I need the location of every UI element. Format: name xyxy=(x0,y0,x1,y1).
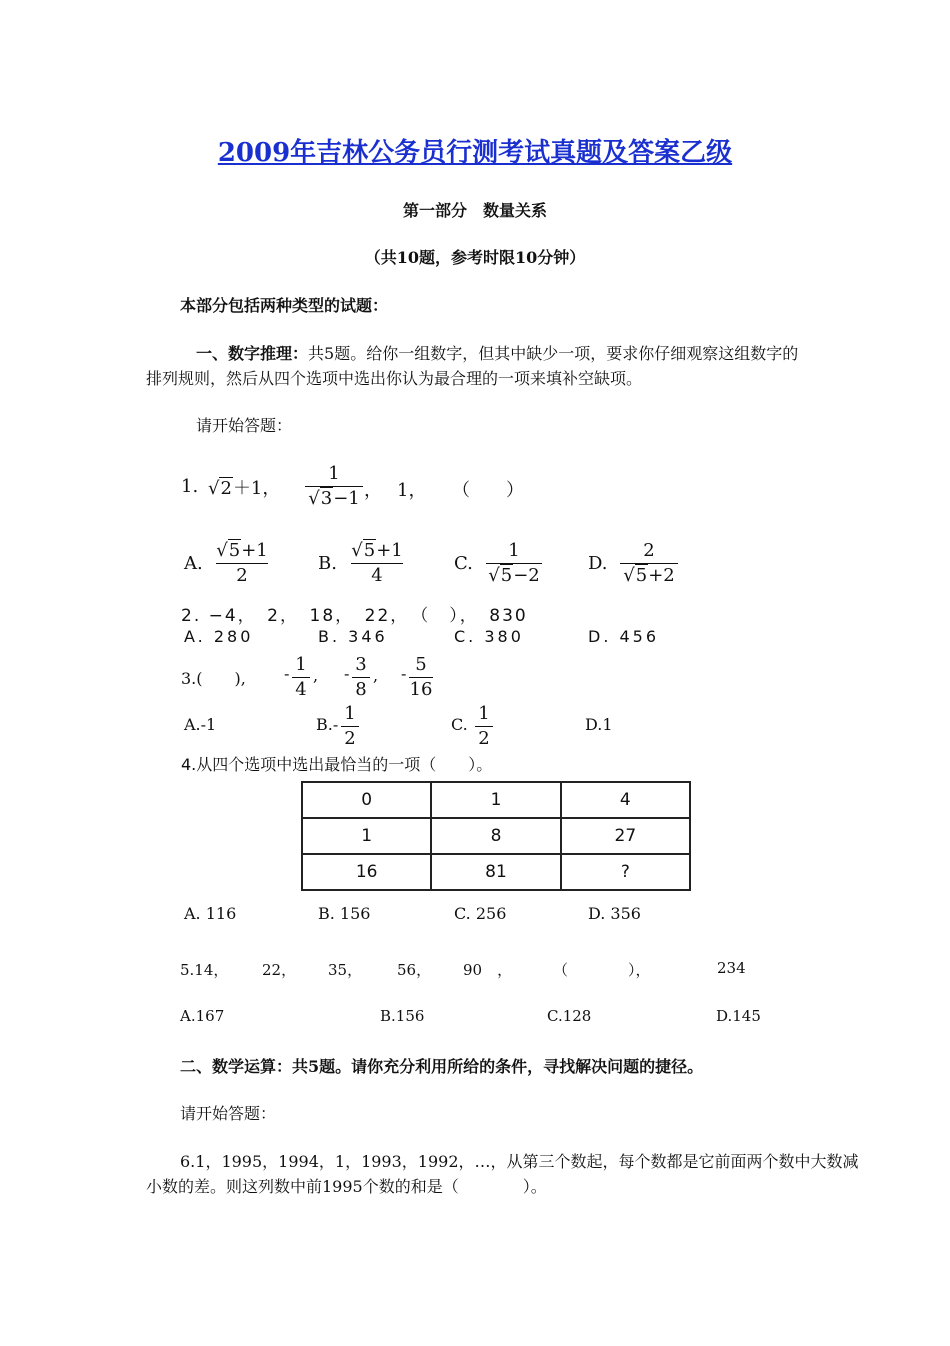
q3-option-d: D.1 xyxy=(585,715,613,734)
grid-cell: ? xyxy=(561,854,690,890)
q5-item: 234 xyxy=(717,959,746,977)
q3-sign: - xyxy=(344,664,350,683)
q3-lead: 3.( ), xyxy=(181,669,246,688)
q1-comma: ， xyxy=(364,480,382,501)
q3-frac-2: 3 8 xyxy=(352,654,370,701)
q1-option-c: 1 √5−2 xyxy=(486,540,542,587)
section1-desc-line2: 排列规则，然后从四个选项中选出你认为最合理的一项来填补空缺项。 xyxy=(146,369,643,388)
q5-blank: （ ）， xyxy=(553,961,651,979)
q3-option-c-label: C. xyxy=(451,715,468,734)
grid-cell: 4 xyxy=(561,782,690,818)
section2-heading: 二、数学运算：共5题。请你充分利用所给的条件，寻找解决问题的捷径。 xyxy=(180,1057,704,1076)
q3-option-b-label: B.- xyxy=(316,715,339,734)
q5-option-a: A.167 xyxy=(180,1007,225,1025)
q2-option-a: A. 280 xyxy=(184,627,254,646)
sqrt-icon: √ xyxy=(488,565,500,586)
q1-option-c-label: C. xyxy=(454,553,473,574)
q5-item: 35， xyxy=(328,961,363,979)
q3-sign: - xyxy=(284,664,290,683)
q1-term-1: √2＋1， xyxy=(208,478,281,499)
grid-cell: 1 xyxy=(302,818,431,854)
q1-option-a: √5+1 2 xyxy=(216,540,268,586)
table-row xyxy=(302,818,690,854)
grid-cell: 27 xyxy=(561,818,690,854)
q2-option-d: D. 456 xyxy=(588,627,660,646)
q6-line2: 小数的差。则这列数中前1995个数的和是（ ）。 xyxy=(146,1177,547,1196)
q3-frac-1: 1 4 xyxy=(292,654,310,701)
sqrt-icon: √ xyxy=(216,540,228,561)
q1-option-a-label: A. xyxy=(184,553,203,574)
grid-cell: 0 xyxy=(302,782,431,818)
q1-option-d: 2 √5+2 xyxy=(620,540,678,587)
q5-item: 56， xyxy=(397,961,432,979)
q3-comma: , xyxy=(373,666,379,685)
section2-start: 请开始答题： xyxy=(180,1104,277,1123)
section1-label: 一、数字推理： xyxy=(196,344,309,363)
q4-stem: 4.从四个选项中选出最恰当的一项（ ）。 xyxy=(181,755,493,774)
q4-option-a: A. 116 xyxy=(184,904,237,923)
q5-item: 22， xyxy=(262,961,297,979)
q2-option-b: B. 346 xyxy=(318,627,388,646)
q3-option-b: 1 2 xyxy=(341,703,359,750)
q5-item: 90 ， xyxy=(463,961,513,979)
section1-start: 请开始答题： xyxy=(196,416,293,435)
q2-stem: 2. −4， 2， 18， 22， （ ）， 830 xyxy=(181,606,528,626)
grid-cell: 8 xyxy=(431,818,560,854)
section1-description xyxy=(196,341,798,364)
part-heading: 第一部分 数量关系 xyxy=(402,201,547,220)
q6-line1: 6.1，1995，1994，1，1993，1992，…，从第三个数起，每个数都是它前面两个数中大数减 xyxy=(180,1152,859,1171)
q3-option-a: A.-1 xyxy=(184,715,217,734)
part-intro: 本部分包括两种类型的试题： xyxy=(180,296,389,315)
q2-option-c: C. 380 xyxy=(454,627,524,646)
q4-option-c: C. 256 xyxy=(454,904,507,923)
sqrt-icon: √ xyxy=(351,540,363,561)
sqrt-icon: √ xyxy=(308,488,320,509)
q5-option-b: B.156 xyxy=(380,1007,425,1025)
q1-option-b-label: B. xyxy=(318,553,337,574)
part-subheading: （共10题，参考时限10分钟） xyxy=(364,248,586,267)
q1-option-b: √5+1 4 xyxy=(351,540,403,586)
table-row xyxy=(302,854,690,890)
grid-cell: 81 xyxy=(431,854,560,890)
document-title[interactable]: 2009年吉林公务员行测考试真题及答案乙级 xyxy=(217,138,733,168)
q3-comma: , xyxy=(313,666,319,685)
q1-blank: （ ） xyxy=(452,480,524,501)
sqrt-icon: √ xyxy=(208,478,220,499)
q1-number: 1. xyxy=(181,476,199,497)
q5-option-c: C.128 xyxy=(547,1007,592,1025)
sqrt-icon: √ xyxy=(623,565,635,586)
q1-option-d-label: D. xyxy=(588,553,608,574)
q4-option-b: B. 156 xyxy=(318,904,371,923)
q5-option-d: D.145 xyxy=(716,1007,761,1025)
section1-desc-line1: 共5题。给你一组数字，但其中缺少一项，要求你仔细观察这组数字的 xyxy=(308,344,799,363)
grid-cell: 1 xyxy=(431,782,560,818)
q1-term-2: 1 √3−1 xyxy=(305,463,363,510)
q1-term-3: 1， xyxy=(397,480,427,501)
q3-option-c: 1 2 xyxy=(475,703,493,750)
grid-cell: 16 xyxy=(302,854,431,890)
table-row xyxy=(302,782,690,818)
q4-option-d: D. 356 xyxy=(588,904,641,923)
q5-item: 5.14， xyxy=(180,961,229,979)
q3-frac-3: 5 16 xyxy=(409,654,433,700)
q4-number-grid xyxy=(301,781,691,891)
q3-sign: - xyxy=(401,664,407,683)
